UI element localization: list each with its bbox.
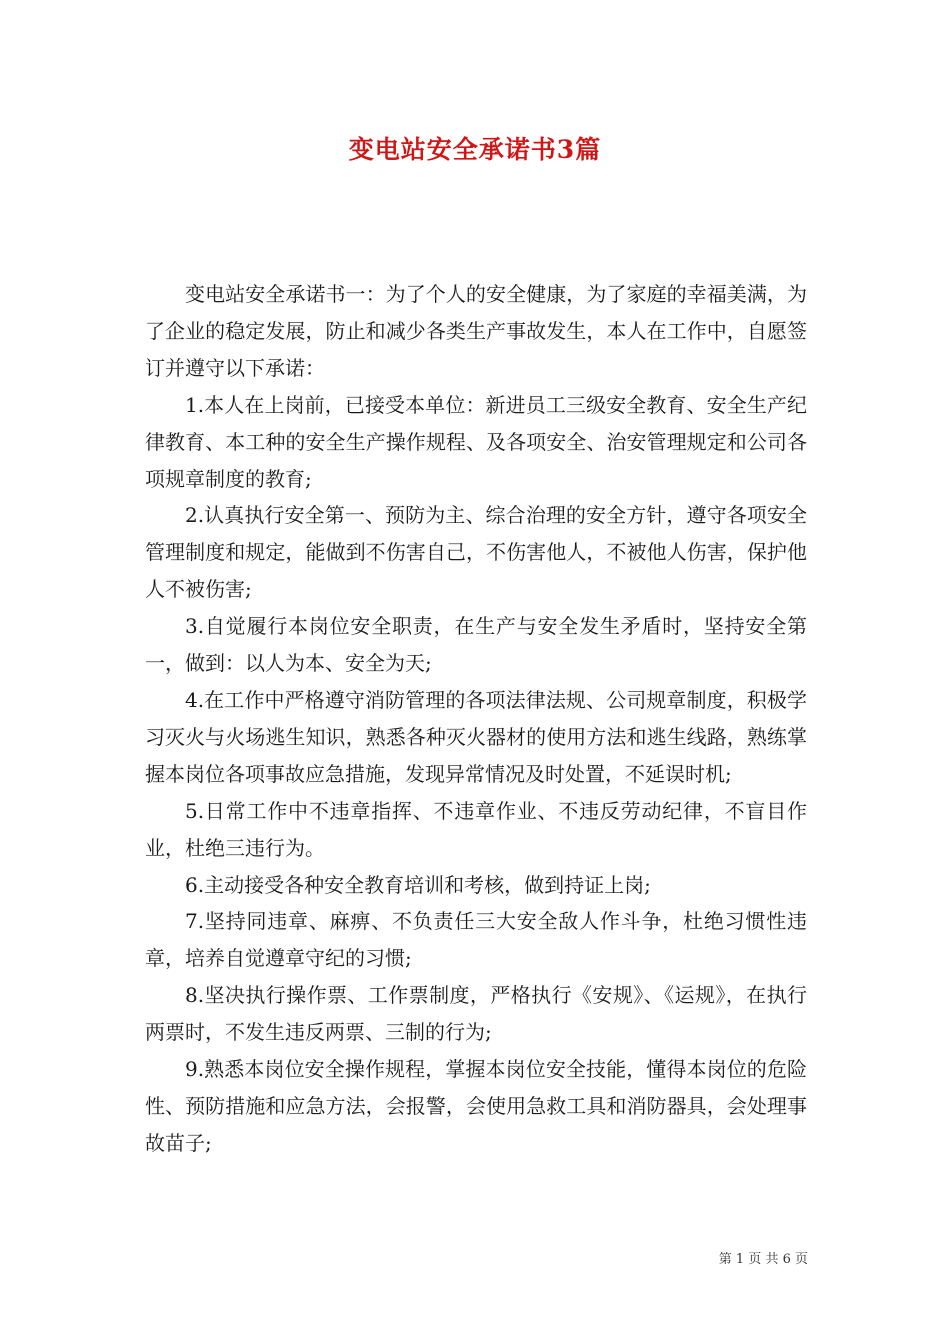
paragraph-item-5: 5.日常工作中不违章指挥、不违章作业、不违反劳动纪律，不盲目作业，杜绝三违行为。 bbox=[145, 798, 807, 860]
paragraph-item-1: 1.本人在上岗前，已接受本单位：新进员工三级安全教育、安全生产纪律教育、本工种的安全生产操作规程、及各项安全、治安管理规定和公司各项规章制度的教育; bbox=[145, 392, 807, 491]
paragraph-item-8: 8.坚决执行操作票、工作票制度，严格执行《安规》、《运规》，在执行两票时，不发生违反两票、三制的行为; bbox=[145, 983, 807, 1045]
paragraph-intro: 变电站安全承诺书一：为了个人的安全健康，为了家庭的幸福美满，为了企业的稳定发展，防止和减少各类生产事故发生，本人在工作中，自愿签订并遵守以下承诺： bbox=[145, 282, 807, 380]
paragraph-item-2: 2.认真执行安全第一、预防为主、综合治理的安全方针，遵守各项安全管理制度和规定，能做到不伤害自己，不伤害他人，不被他人伤害，保护他人不被伤害; bbox=[145, 503, 807, 602]
paragraph-item-9: 9.熟悉本岗位安全操作规程，掌握本岗位安全技能，懂得本岗位的危险性、预防措施和应急方法，会报警，会使用急救工具和消防器具，会处理事故苗子; bbox=[145, 1057, 807, 1155]
page-number-footer: 第 1 页 共 6 页 bbox=[718, 1252, 808, 1267]
paragraph-item-7: 7.坚持同违章、麻痹、不负责任三大安全敌人作斗争，杜绝习惯性违章，培养自觉遵章守纪的习惯; bbox=[145, 909, 807, 971]
document-title: 变电站安全承诺书3篇 bbox=[348, 135, 602, 164]
document-body bbox=[145, 276, 807, 1162]
paragraph-item-4: 4.在工作中严格遵守消防管理的各项法律法规、公司规章制度，积极学习灭火与火场逃生知识，熟悉各种灭火器材的使用方法和逃生线路，熟练掌握本岗位各项事故应急措施，发现异常情况及时处置，不延误时机; bbox=[145, 687, 807, 786]
paragraph-item-3: 3.自觉履行本岗位安全职责，在生产与安全发生矛盾时，坚持安全第一，做到：以人为本、安全为天; bbox=[145, 614, 807, 676]
paragraph-item-6: 6.主动接受各种安全教育培训和考核，做到持证上岗; bbox=[185, 872, 651, 897]
